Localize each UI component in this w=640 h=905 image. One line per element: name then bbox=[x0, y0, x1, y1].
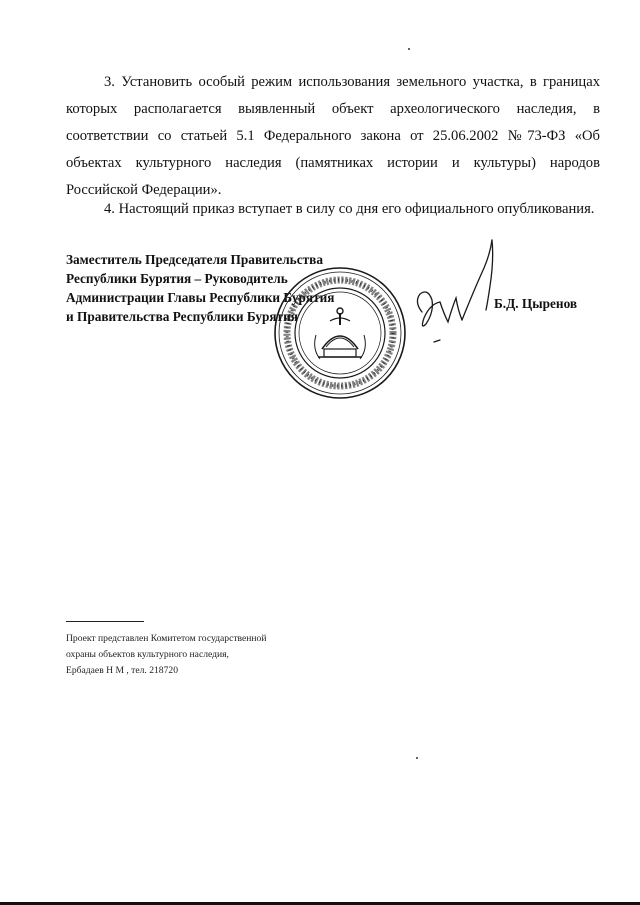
footnote-line: Проект представлен Комитетом государственной bbox=[66, 633, 267, 644]
signer-title-line: Заместитель Председателя Правительства bbox=[66, 252, 323, 267]
footnote-line: Ербадаев Н М , тел. 218720 bbox=[66, 665, 178, 676]
scan-speck bbox=[416, 757, 418, 759]
signer-title-line: Республики Бурятия – Руководитель bbox=[66, 271, 288, 286]
footnote-line: охраны объектов культурного наследия, bbox=[66, 649, 229, 660]
paragraph-4: 4. Настоящий приказ вступает в силу со дня его официального опубликования. bbox=[104, 201, 595, 217]
signer-title-line: и Правительства Республики Бурятия bbox=[66, 309, 298, 324]
official-seal-stamp bbox=[272, 265, 408, 401]
footnote-divider bbox=[66, 621, 144, 622]
scan-speck bbox=[408, 48, 410, 50]
handwritten-signature bbox=[410, 230, 520, 350]
footnote bbox=[66, 631, 366, 679]
signer-title-line: Администрации Главы Республики Бурятия bbox=[66, 290, 335, 305]
signer-name: Б.Д. Цыренов bbox=[494, 296, 578, 311]
paragraph-3: 3. Установить особый режим использования земельного участка, в границах которых располагается выявленный объект археологического наследия, в соответствии со статьей 5.1 Федерального закона от 25.06.2002 №73-ФЗ «Об объектах культурного наследия (памятниках истории и культуры) народов Российской Федерации». bbox=[66, 74, 600, 198]
